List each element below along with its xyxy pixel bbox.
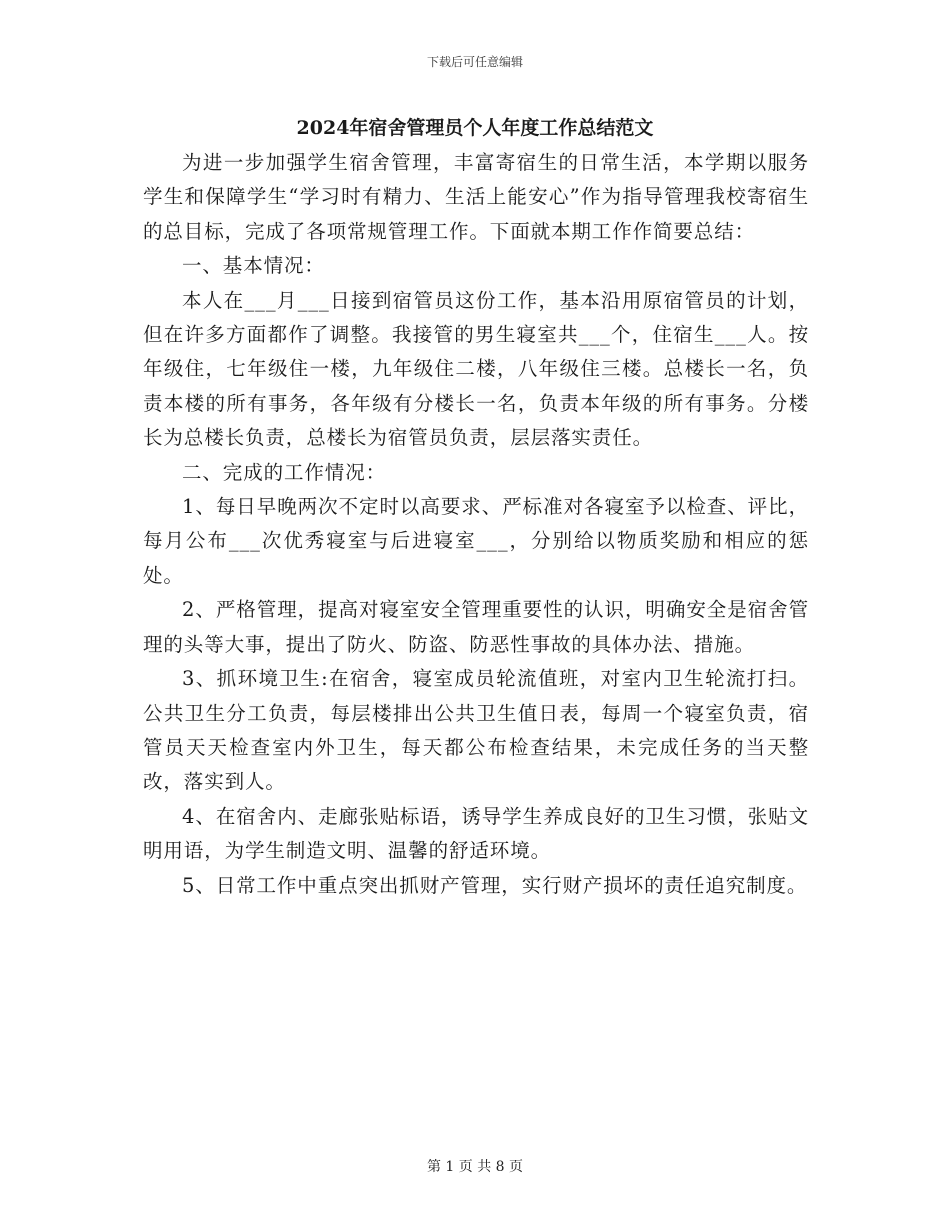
work-item-5: 5、日常工作中重点突出抓财产管理，实行财产损坏的责任追究制度。 bbox=[182, 873, 808, 897]
page-header-note: 下载后可任意编辑 bbox=[426, 55, 523, 69]
intro-paragraph: 为进一步加强学生宿舍管理，丰富寄宿生的日常生活，本学期以服务学生和保障学生“学习时有精力、生活上能安心”作为指导管理我校寄宿生的总目标，完成了各项常规管理工作。下面就本期工作作简要总结： bbox=[143, 151, 809, 243]
basic-situation-paragraph: 本人在___月___日接到宿管员这份工作，基本沿用原宿管员的计划，但在许多方面都作了调整。我接管的男生寝室共___个，住宿生___人。按年级住，七年级住一楼，九年级住二楼，八年级住三楼。总楼长一名，负责本楼的所有事务，各年级有分楼长一名，负责本年级的所有事务。分楼长为总楼长负责，总楼长为宿管员负责，层层落实责任。 bbox=[143, 288, 809, 450]
work-item-2: 2、严格管理，提高对寝室安全管理重要性的认识，明确安全是宿舍管理的头等大事，提出了防火、防盗、防恶性事故的具体办法、措施。 bbox=[143, 598, 809, 656]
work-item-3: 3、抓环境卫生:在宿舍，寝室成员轮流值班，对室内卫生轮流打扫。公共卫生分工负责，每层楼排出公共卫生值日表，每周一个寝室负责，宿管员天天检查室内外卫生，每天都公布检查结果，未完成任务的当天整改，落实到人。 bbox=[143, 667, 809, 794]
document-body bbox=[143, 146, 809, 903]
section-heading-completed-work: 二、完成的工作情况： bbox=[182, 460, 387, 484]
document-title: 2024年宿舍管理员个人年度工作总结范文 bbox=[296, 117, 654, 139]
work-item-4: 4、在宿舍内、走廊张贴标语，诱导学生养成良好的卫生习惯，张贴文明用语，为学生制造文明、温馨的舒适环境。 bbox=[143, 804, 809, 863]
work-item-1: 1、每日早晚两次不定时以高要求、严标准对各寝室予以检查、评比，每月公布___次优秀寝室与后进寝室___，分别给以物质奖励和相应的惩处。 bbox=[143, 495, 809, 587]
section-heading-basic-situation: 一、基本情况： bbox=[182, 254, 325, 278]
page-number: 第 1 页 共 8 页 bbox=[426, 1159, 524, 1175]
